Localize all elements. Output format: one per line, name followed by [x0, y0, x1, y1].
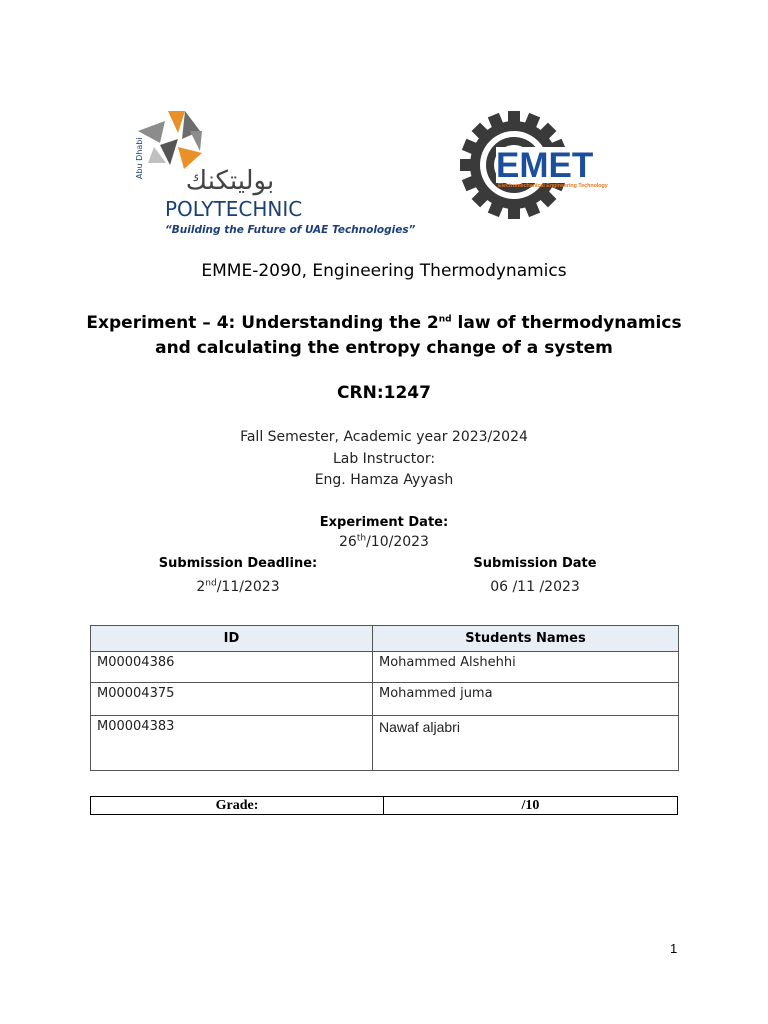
- logo-polytechnic-text: POLYTECHNIC: [165, 197, 303, 221]
- submission-deadline-value: 2nd/11/2023: [196, 578, 280, 595]
- logo-arabic-name: بوليتكنك: [185, 166, 275, 196]
- grade-label: Grade:: [91, 797, 384, 815]
- experiment-title: Experiment – 4: Understanding the 2nd law of thermodynamics and calculating the entropy change of a system: [86, 313, 682, 358]
- logo-side-text: Abu Dhabi: [135, 137, 144, 179]
- emet-logo: [460, 107, 620, 223]
- course-title: EMME-2090, Engineering Thermodynamics: [201, 261, 567, 281]
- student-name: Nawaf aljabri: [373, 716, 679, 771]
- table-row: [91, 652, 679, 683]
- semester: Fall Semester, Academic year 2023/2024: [240, 429, 528, 445]
- student-id: M00004386: [91, 652, 373, 683]
- grade-row: [91, 797, 678, 815]
- table-row: [91, 683, 679, 716]
- experiment-date-value: 26th/10/2023: [339, 533, 429, 550]
- emet-subtitle: Electromechanical Engineering Technology: [498, 183, 608, 189]
- abu-dhabi-polytechnic-logo: [130, 103, 416, 243]
- students-table: [90, 625, 679, 771]
- crn: CRN:1247: [337, 383, 431, 403]
- header-id: ID: [91, 626, 373, 652]
- student-id: M00004375: [91, 683, 373, 716]
- instructor-name: Eng. Hamza Ayyash: [314, 472, 454, 488]
- student-id: M00004383: [91, 716, 373, 771]
- page-number: 1: [670, 941, 678, 956]
- table-row: [91, 716, 679, 771]
- grade-value: /10: [384, 797, 678, 815]
- instructor-label: Lab Instructor:: [332, 451, 436, 467]
- header-students-names: Students Names: [373, 626, 679, 652]
- logo-tagline: “Building the Future of UAE Technologies”: [165, 224, 416, 236]
- submission-date-label: Submission Date: [473, 556, 597, 571]
- experiment-date-label: Experiment Date:: [319, 515, 449, 530]
- submission-deadline-label: Submission Deadline:: [158, 556, 318, 571]
- emet-text: EMET: [496, 146, 594, 185]
- student-name: Mohammed Alshehhi: [373, 652, 679, 683]
- table-header-row: [91, 626, 679, 652]
- grade-table: [90, 796, 678, 815]
- submission-date-value: 06 /11 /2023: [490, 579, 580, 595]
- student-name: Mohammed juma: [373, 683, 679, 716]
